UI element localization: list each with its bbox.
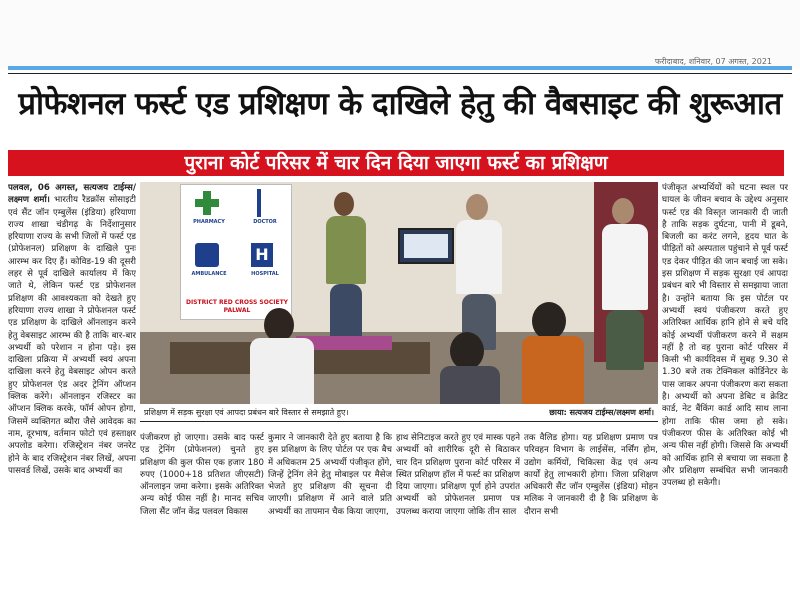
dateline: फरीदाबाद, शनिवार, 07 अगस्त, 2021	[654, 57, 772, 66]
poster-label-doctor: DOCTOR	[253, 219, 277, 225]
photo-caption: प्रशिक्षण में सड़क सुरक्षा एवं आपदा प्रबंधन बारे विस्तार से समझाते हुए।	[144, 408, 349, 417]
photo-credit: छाया: सत्यजय टाईम्स/लक्ष्मण शर्मा।	[549, 408, 654, 417]
caduceus-icon	[257, 189, 261, 217]
article-column-b4: तक वैलिड होगा। यह प्रशिक्षण प्रमाण पत्र परिवहन विभाग के लाईसेंस, नर्सिंग होम, उद्योग कर्मियों, चिकित्सा केंद्र एवं अन्य कार्यों हेतु लाभकारी होगा। जिला प्रशिक्षण अधिकारी सैंट जॉन एम्बुलेंस (इंडिया) मोहन मलिक ने जानकारी दी है कि प्रशिक्षण के दौरान सभी	[524, 433, 658, 517]
article-subheadline-banner: पुराना कोर्ट परिसर में चार दिन दिया जाएगा फर्स्ट का प्रशिक्षण	[8, 150, 784, 176]
hospital-h-icon: H	[251, 243, 273, 267]
article-column-left-text: भारतीय रैडक्रॉस सोसाइटी एवं सैंट जॉन एम्बुलेंस (इंडिया) हरियाणा राज्य शाखा चंडीगढ़ के निर्देशानुसार हरियाणा राज्य के सभी जिलों में फर्स्ट एड (प्रोफेशनल) प्रशिक्षण के दाखिले पुनः आरम्भ कर दिए हैं। कोविड-19 की दूसरी लहर से पूर्व दाखिले कार्यालय में किए जाते थे, लेकिन फर्स्ट एड प्रोफेशनल प्रशिक्षण की आवश्यकता को देखते हुए हरियाणा राज्य शाखा ने प्रोफेशनल फर्स्ट एड प्रशिक्षण के दाखिले ऑनलाइन करने हेतु वेबसाइट आरम्भ की है ताकि बार-बार अभ्यर्थी को परेशान न होना पड़े। इस दाखिला प्रक्रिया में अभ्यर्थी स्वयं अपना दाखिला करने हेतु वेबसाइट ओपन करते हुए प्रोफेशनल एंड अदर ट्रेनिंग ऑप्शन क्लिक करेंगे। ऑनलाइन रजिस्टर का ऑप्शन क्लिक करके, फॉर्म ओपन होगा, जिसमें व्यक्तिगत ब्यौरा जैसे आवेदक का नाम, दूरभाष, वर्तमान फोटो एवं हस्ताक्षर अपलोड करेगा। रजिस्ट्रेशन नंबर जनरेट होने के बाद रजिस्ट्रेशन नंबर लिखें, अपना पासवर्ड लिखें, उसके बाद अभ्यर्थी का	[8, 195, 136, 476]
article-photo	[140, 182, 658, 404]
article-column-b3: हाथ सेनिटाइज करते हुए एवं मास्क पहने अभ्यर्थी को शारीरिक दूरी से बिठाकर चार दिन प्रशिक्षण पुराना कोर्ट परिसर में स्थित प्रशिक्षण हॉल में फर्स्ट का प्रशिक्षण दिया जाएगा। प्रशिक्षण पूर्ण होने उपरांत अभ्यर्थी को प्रोफेशनल प्रमाण पत्र उपलब्ध कराया जाएगा जोकि तीन साल	[396, 433, 520, 517]
poster-society-name: DISTRICT RED CROSS SOCIETY PALWAL	[185, 299, 289, 314]
article-byline: पलवल, 06 अगस्त, सत्यजय टाईम्स/लक्ष्मण शर्मा।	[8, 183, 136, 206]
article-column-left	[8, 182, 136, 554]
article-column-b1: पंजीकरण हो जाएगा। उसके बाद फर्स्ट एड ट्रेनिंग (प्रोफेशनल) चुनते हुए प्रशिक्षण की कुल फीस एक हजार 180 रुपए (1000+18 प्रतिशत जीएसटी) ऑनलाइन जमा करेगा। इसके अतिरिक्त अन्य कोई फीस नहीं है। मानद सचिव जिला सैंट जॉन केंद्र पलवल विकास	[140, 433, 264, 517]
laptop-screen	[398, 228, 454, 264]
poster-label-pharmacy: PHARMACY	[193, 219, 225, 225]
header-rule-thin	[8, 73, 792, 74]
article-column-b2: कुमार ने जानकारी देते हुए बताया है कि इस प्रशिक्षण के लिए पोर्टल पर एक बैच में अधिकतम 25 अभ्यर्थी पंजीकृत होंगे, जिन्हें ट्रेनिंग लेने हेतु मोबाइल पर मैसेज भेजते हुए प्रशिक्षण की सूचना दी जाएगी। प्रशिक्षण में आने वाले प्रति अभ्यर्थी का तापमान चैक किया जाएगा,	[268, 433, 392, 517]
article-column-right: पंजीकृत अभ्यर्थियों को घटना स्थल पर घायल के जीवन बचाव के उद्देश्य अनुसार फर्स्ट एड की विस्तृत जानकारी दी जाती है ताकि सड़क दुर्घटना, पानी में डूबने, बिजली का करंट लगने, हृदय घात के पीड़ितों को अस्पताल पहुंचाने से पूर्व फर्स्ट एड देकर पीड़ित की जान बचाई जा सके। इस प्रशिक्षण में सड़क सुरक्षा एवं आपदा प्रबंधन बारे भी विस्तार से समझाया जाता है। उन्होंने बताया कि इस पोर्टल पर अभ्यर्थी स्वयं पंजीकरण करते हुए अतिरिक्त आर्थिक हानि होने से बचे यदि कोई अभ्यर्थी पंजीकरण करने में सक्षम नहीं है तो वह पुराना कोर्ट परिसर में किसी भी कार्यदिवस में सुबह 9.30 से 1.30 बजे तक टेक्निकल कोर्डिनेटर के पास जाकर अपना पंजीकरण करा सकता है। अभ्यर्थी को अपना डेबिट व क्रेडिट कार्ड, नेट बैंकिंग कार्ड आदि साथ लाना होगा ताकि फीस जमा हो सके। पंजीकरण फीस के अतिरिक्त कोई भी अन्य फीस नहीं होगी। जिससे कि अभ्यर्थी को आर्थिक हानि से बचाया जा सकता है और प्रशिक्षण सम्बंधित सभी जानकारी उपलब्ध हो सकेगी।	[662, 183, 788, 489]
poster-label-hospital: HOSPITAL	[251, 271, 279, 277]
photo-caption-bar	[140, 404, 658, 422]
header-rule-blue	[8, 66, 792, 70]
star-of-life-icon	[195, 243, 219, 267]
article-headline: प्रोफेशनल फर्स्ट एड प्रशिक्षण के दाखिले हेतु की वैबसाइट की शुरूआत	[18, 86, 782, 122]
red-cross-poster	[180, 184, 292, 320]
poster-label-ambulance: AMBULANCE	[191, 271, 227, 277]
